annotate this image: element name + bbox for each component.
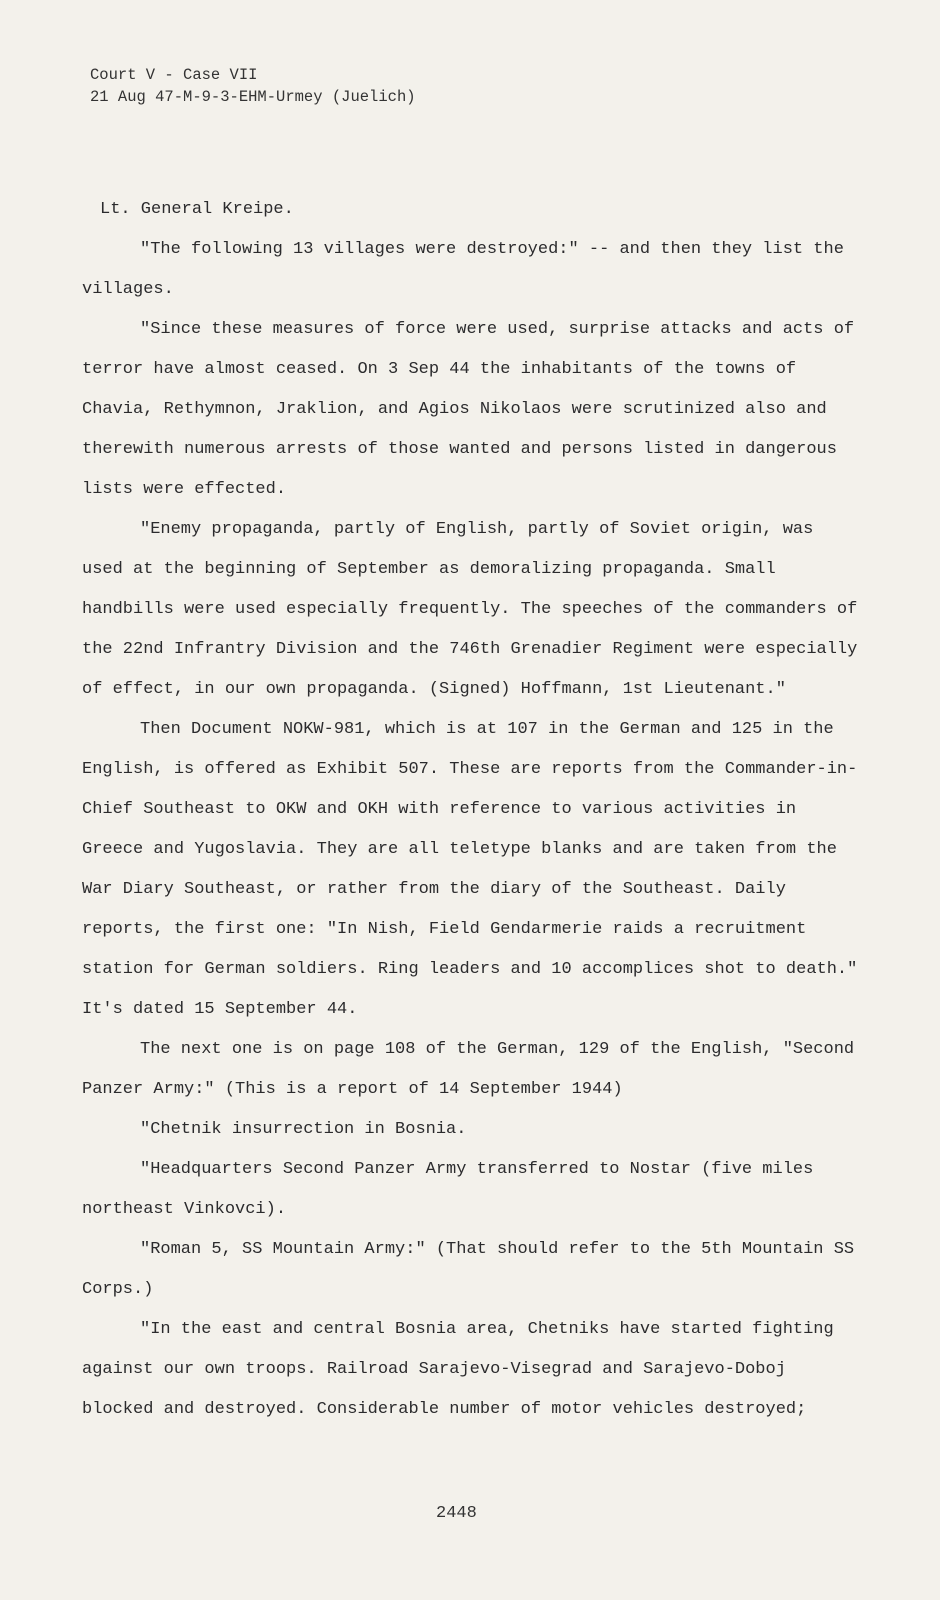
paragraph-bosnia-fighting: "In the east and central Bosnia area, Chetniks have started fighting against our own troops. Railroad Sarajevo-Visegrad and Sarajevo-Doboj blocked and destroyed. Considerable number of motor vehicles destroyed; <box>82 1320 834 1419</box>
paragraph-headquarters: "Headquarters Second Panzer Army transferred to Nostar (five miles northeast Vinkovci). <box>82 1160 814 1219</box>
salutation: Lt. General Kreipe. <box>100 200 294 219</box>
document-header <box>90 64 416 108</box>
header-case-line: Court V - Case VII <box>90 66 258 84</box>
document-body <box>82 190 862 1430</box>
paragraph-villages: "The following 13 villages were destroyed:" -- and then they list the villages. <box>82 240 844 299</box>
paragraph-document-nokw-981: Then Document NOKW-981, which is at 107 in the German and 125 in the English, is offered as Exhibit 507. These are reports from the Commander-in-Chief Southeast to OKW and OKH with reference to various activities in Greece and Yugoslavia. They are all teletype blanks and are taken from the War Diary Southeast, or rather from the diary of the Southeast. Daily reports, the first one: "In Nish, Field Gendarmerie raids a recruitment station for German soldiers. Ring leaders and 10 accomplices shot to death." It's dated 15 September 44. <box>82 720 858 1019</box>
paragraph-roman-5: "Roman 5, SS Mountain Army:" (That should refer to the 5th Mountain SS Corps.) <box>82 1240 855 1299</box>
page-number: 2448 <box>436 1504 477 1523</box>
paragraph-propaganda: "Enemy propaganda, partly of English, partly of Soviet origin, was used at the beginning of September as demoralizing propaganda. Small handbills were used especially frequently. The speeches of the commanders of the 22nd Infrantry Division and the 746th Grenadier Regiment were especially of effect, in our own propaganda. (Signed) Hoffmann, 1st Lieutenant." <box>82 520 858 699</box>
paragraph-chetnik: "Chetnik insurrection in Bosnia. <box>140 1120 467 1139</box>
paragraph-measures: "Since these measures of force were used, surprise attacks and acts of terror have almost ceased. On 3 Sep 44 the inhabitants of the towns of Chavia, Rethymnon, Jraklion, and Agios Nikolaos were scrutinized also and therewith numerous arrests of those wanted and persons listed in dangerous lists were effected. <box>82 320 855 499</box>
paragraph-next-report: The next one is on page 108 of the German, 129 of the English, "Second Panzer Army:" (This is a report of 14 September 1944) <box>82 1040 855 1099</box>
header-date-line: 21 Aug 47-M-9-3-EHM-Urmey (Juelich) <box>90 88 416 106</box>
